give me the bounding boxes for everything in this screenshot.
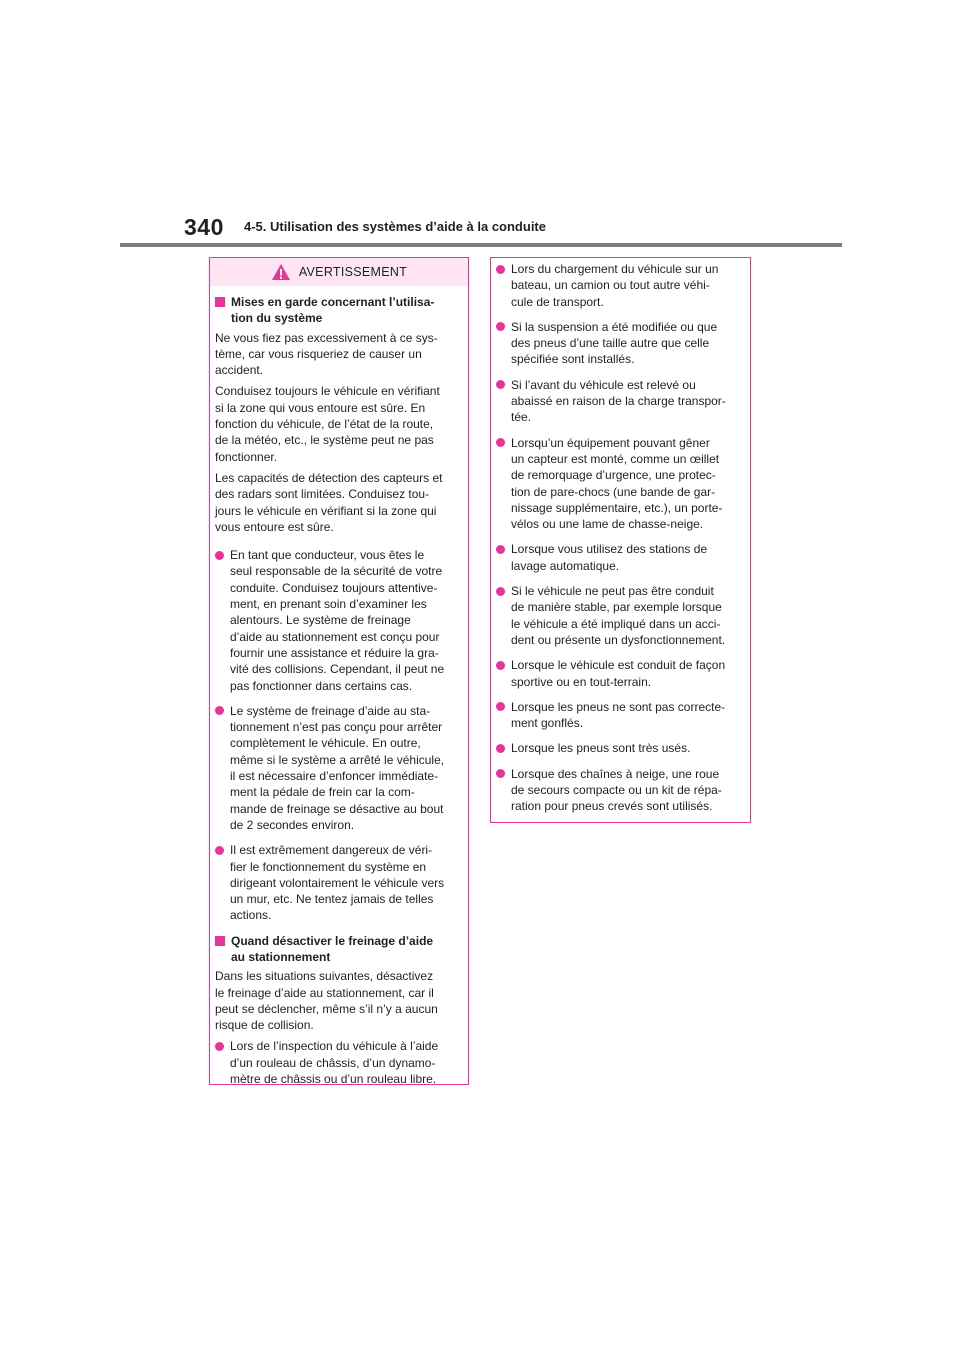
bullet-item [215,703,463,833]
bullet-text: Si l’avant du véhicule est relevé ou abaissé en raison de la charge transpor- tée. [511,377,726,425]
bullet-item [496,377,745,426]
warning-box-continued-body [491,258,750,830]
bullet-dot-icon [496,744,505,753]
warning-triangle-icon [271,263,291,281]
bullet-item [215,547,463,694]
warning-title: AVERTISSEMENT [298,265,408,279]
bullet-item [496,699,745,732]
bullet-text: Lorsque vous utilisez des stations de lavage automatique. [511,542,708,573]
bullet-text: Lorsque les pneus sont très usés. [511,741,691,756]
warning-box-continued [490,257,751,823]
paragraph: Ne vous fiez pas excessivement à ce sys- tème, car vous risqueriez de causer un accident. [215,330,438,378]
bullet-dot-icon [215,706,224,715]
paragraph: Dans les situations suivantes, désactivez le freinage d’aide au stationnement, car il peut se déclencher, même s’il n’y a aucun risque de collision. [215,969,438,1033]
bullet-item [496,583,745,648]
bullet-text: Lorsque les pneus ne sont pas correcte- ment gonflés. [511,699,726,731]
bullet-dot-icon [496,587,505,596]
warning-box [209,257,469,1085]
square-bullet-icon [215,297,225,307]
header-rule [120,243,842,247]
bullet-dot-icon [496,702,505,711]
bullet-text: En tant que conducteur, vous êtes le seul responsable de la sécurité de votre conduite. Conduisez toujours attentive- ment, en prenant soin d’examiner les alentours. Le système de freinage d’aide au stationnement est conçu pour fournir une assistance et réduire la gra- vité des collisions. Cependant, il peut ne pas fonctionner dans certains cas. [230,548,445,693]
section-heading [215,294,463,327]
bullet-item [496,541,745,574]
bullet-dot-icon [496,661,505,670]
bullet-dot-icon [215,846,224,855]
heading-text: Mises en garde concernant l’utilisa- tion du système [231,295,435,326]
warning-box-body [210,286,468,1102]
paragraph: Conduisez toujours le véhicule en vérifiant si la zone qui vous entoure est sûre. En fonction du véhicule, de l’état de la route, de la météo, etc., le système peut ne pas fonctionner. [215,384,440,464]
warning-box-header [210,258,468,286]
section-title: 4-5. Utilisation des systèmes d’aide à la conduite [244,219,546,234]
bullet-item [496,319,745,368]
bullet-item [215,842,463,923]
page-number: 340 [184,214,224,240]
bullet-text: Lorsque des chaînes à neige, une roue de secours compacte ou un kit de répa- ration pour pneus crevés sont utilisés. [511,766,722,814]
bullet-text: Lorsqu’un équipement pouvant gêner un capteur est monté, comme un œillet de remorquage d’urgence, une protec- tion de pare-chocs (une bande de gar- nissage supplémentaire, etc.), un porte- vélos ou une lame de chasse-neige. [511,435,723,532]
bullet-item [496,740,745,756]
bullet-dot-icon [496,769,505,778]
bullet-item [215,1038,463,1087]
bullet-text: Lors du chargement du véhicule sur un bateau, un camion ou tout autre véhi- cule de transport. [511,262,719,309]
bullet-text: Lorsque le véhicule est conduit de façon sportive ou en tout-terrain. [511,658,726,689]
bullet-dot-icon [215,1042,224,1051]
bullet-text: Si le véhicule ne peut pas être conduit de manière stable, par exemple lorsque le véhicule a été impliqué dans un acci- dent ou présente un dysfonctionnement. [511,584,726,647]
paragraph: Les capacités de détection des capteurs et des radars sont limitées. Conduisez tou- jours le véhicule en vérifiant si la zone qui vous entoure est sûre. [215,470,443,534]
bullet-item [496,435,745,533]
bullet-text: Il est extrêmement dangereux de véri- fier le fonctionnement du système en dirigeant volontairement le véhicule vers un mur, etc. Ne tentez jamais de telles actions. [230,843,445,923]
bullet-dot-icon [496,380,505,389]
bullet-text: Lors de l’inspection du véhicule à l’aide d’un rouleau de châssis, d’un dynamo- mètre de châssis ou d’un rouleau libre. [230,1039,439,1087]
bullet-dot-icon [496,322,505,331]
heading-text: Quand désactiver le freinage d’aide au stationnement [231,933,434,964]
bullet-text: Si la suspension a été modifiée ou que des pneus d’une taille autre que celle spécifiée sont installés. [511,319,718,367]
bullet-text: Le système de freinage d’aide au sta- tionnement n’est pas conçu pour arrêter complètement le véhicule. En outre, même si le système a arrêté le véhicule, il est nécessaire d’enfoncer immédiate- ment la pédale de frein car la com- mande de freinage se désactive au bout de 2 secondes environ. [230,703,445,832]
section-heading [215,933,463,966]
bullet-item [496,657,745,690]
square-bullet-icon [215,936,225,946]
bullet-item [496,766,745,815]
bullet-dot-icon [496,265,505,274]
bullet-dot-icon [496,545,505,554]
bullet-dot-icon [496,438,505,447]
bullet-dot-icon [215,551,224,560]
bullet-item [496,261,745,310]
